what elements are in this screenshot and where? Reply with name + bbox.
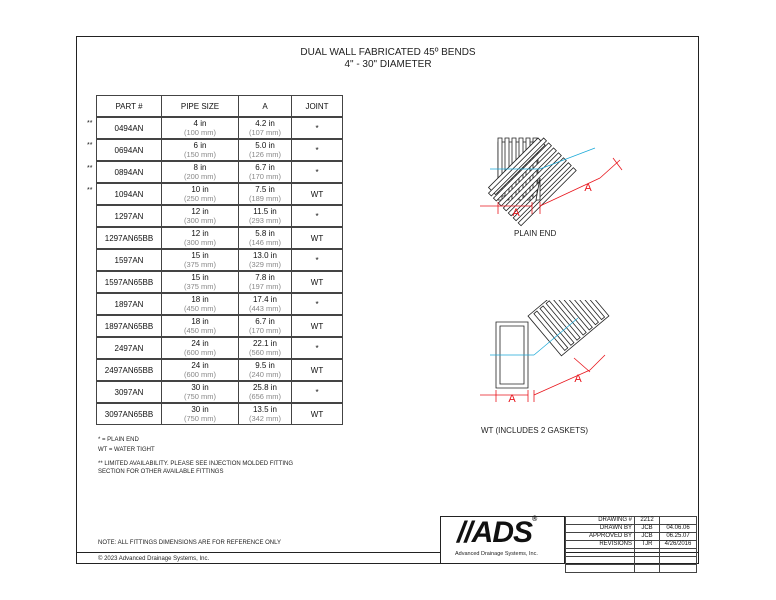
wt-caption: WT (INCLUDES 2 GASKETS) — [481, 426, 588, 435]
header-joint: JOINT — [292, 96, 343, 118]
cell-pipe-size: 12 in (300 mm) — [162, 227, 239, 249]
header-a: A — [239, 96, 292, 118]
cell-joint: WT — [292, 403, 343, 425]
drawing-subtitle: 4" - 30" DIAMETER — [344, 59, 432, 70]
title-block-row — [566, 557, 697, 565]
cell-a: 17.4 in (443 mm) — [239, 293, 292, 315]
cell-a: 5.0 in (126 mm) — [239, 139, 292, 161]
table-row — [97, 183, 343, 205]
cell-joint: WT — [292, 359, 343, 381]
table-row — [97, 227, 343, 249]
cell-pipe-size: 6 in (150 mm) — [162, 139, 239, 161]
cell-joint: * — [292, 161, 343, 183]
table-row — [97, 249, 343, 271]
title-block-row — [566, 565, 697, 573]
cell-joint: WT — [292, 227, 343, 249]
cell-joint: * — [292, 381, 343, 403]
availability-marker: ** — [87, 142, 93, 150]
cell-pipe-size: 30 in (750 mm) — [162, 381, 239, 403]
cell-joint: WT — [292, 271, 343, 293]
table-header-row — [97, 96, 343, 118]
cell-part: 1897AN — [97, 293, 162, 315]
title-block-row — [566, 517, 697, 525]
legend-limited-2: SECTION FOR OTHER AVAILABLE FITTINGS — [98, 469, 224, 475]
legend-water-tight: WT = WATER TIGHT — [98, 447, 155, 453]
table-row — [97, 293, 343, 315]
legend-plain-end: * = PLAIN END — [98, 437, 139, 443]
table-row — [97, 205, 343, 227]
cell-a: 9.5 in (240 mm) — [239, 359, 292, 381]
cell-part: 0694AN — [97, 139, 162, 161]
dimension-label-a-1: A — [512, 207, 520, 219]
dimension-label-a-2: A — [584, 182, 592, 194]
availability-marker: ** — [87, 120, 93, 127]
cell-joint: WT — [292, 183, 343, 205]
cell-a: 13.0 in (329 mm) — [239, 249, 292, 271]
cell-a: 22.1 in (560 mm) — [239, 337, 292, 359]
cell-joint: * — [292, 117, 343, 139]
title-block-row — [566, 533, 697, 541]
availability-marker: ** — [87, 164, 93, 172]
parts-table-body — [97, 117, 343, 425]
cell-part: 1897AN65BB — [97, 315, 162, 337]
title-block-initials: JCB — [635, 533, 660, 541]
cell-a: 6.7 in (170 mm) — [239, 161, 292, 183]
title-block-initials — [635, 549, 660, 557]
table-row — [97, 315, 343, 337]
title-block-initials: TJR — [635, 541, 660, 549]
cell-pipe-size: 24 in (600 mm) — [162, 359, 239, 381]
title-block-label: DRAWN BY — [566, 525, 635, 533]
title-block-row — [566, 549, 697, 557]
cell-pipe-size: 10 in (250 mm) — [162, 183, 239, 205]
table-row — [97, 117, 343, 139]
title-block-label — [566, 549, 635, 557]
title-block-row — [566, 541, 697, 549]
cell-joint: * — [292, 205, 343, 227]
availability-marker: ** — [87, 186, 93, 194]
wt-dimension-label-a-1: A — [508, 393, 516, 405]
title-block-date — [660, 517, 697, 525]
table-row — [97, 139, 343, 161]
title-block — [565, 516, 697, 573]
title-block-date — [660, 565, 697, 573]
cell-a: 6.7 in (170 mm) — [239, 315, 292, 337]
parts-table — [96, 95, 343, 425]
title-block-label: REVISIONS — [566, 541, 635, 549]
cell-pipe-size: 4 in (100 mm) — [162, 117, 239, 139]
cell-part: 3097AN65BB — [97, 403, 162, 425]
title-block-label — [566, 557, 635, 565]
title-block-date — [660, 549, 697, 557]
cell-pipe-size: 15 in (375 mm) — [162, 271, 239, 293]
cell-part: 1297AN — [97, 205, 162, 227]
table-row — [97, 403, 343, 425]
cell-pipe-size: 24 in (600 mm) — [162, 337, 239, 359]
table-row — [97, 381, 343, 403]
title-block-date: 4/26/2016 — [660, 541, 697, 549]
plain-end-caption: PLAIN END — [514, 229, 557, 238]
cell-joint: * — [292, 293, 343, 315]
title-block-initials — [635, 557, 660, 565]
title-block-date — [660, 557, 697, 565]
title-block-date: 06.25.07 — [660, 533, 697, 541]
cell-part: 1297AN65BB — [97, 227, 162, 249]
cell-pipe-size: 18 in (450 mm) — [162, 293, 239, 315]
cell-pipe-size: 15 in (375 mm) — [162, 249, 239, 271]
plain-end-bend-diagram — [470, 118, 640, 228]
cell-joint: * — [292, 249, 343, 271]
cell-a: 7.8 in (197 mm) — [239, 271, 292, 293]
wt-dimension-label-a-2: A — [574, 373, 582, 385]
cell-pipe-size: 30 in (750 mm) — [162, 403, 239, 425]
wt-bend-diagram — [470, 300, 640, 410]
cell-part: 3097AN — [97, 381, 162, 403]
drawing-title: DUAL WALL FABRICATED 45º BENDS — [300, 47, 476, 58]
logo-subtitle: Advanced Drainage Systems, Inc. — [455, 551, 538, 557]
table-row — [97, 337, 343, 359]
header-pipe-size: PIPE SIZE — [162, 96, 239, 118]
cell-a: 11.5 in (293 mm) — [239, 205, 292, 227]
title-block-label — [566, 565, 635, 573]
header-part: PART # — [97, 96, 162, 118]
cell-pipe-size: 18 in (450 mm) — [162, 315, 239, 337]
cell-pipe-size: 8 in (200 mm) — [162, 161, 239, 183]
title-block-label: DRAWING # — [566, 517, 635, 525]
title-block-row — [566, 525, 697, 533]
title-block-initials: 2212 — [635, 517, 660, 525]
title-block-label: APPROVED BY — [566, 533, 635, 541]
legend-limited-1: ** LIMITED AVAILABILITY. PLEASE SEE INJECTION MOLDED FITTING — [98, 461, 294, 467]
title-block-date: 04.06.06 — [660, 525, 697, 533]
table-row — [97, 161, 343, 183]
ads-logo: //ADS® — [457, 516, 537, 549]
cell-part: 1094AN — [97, 183, 162, 205]
cell-part: 2497AN65BB — [97, 359, 162, 381]
cell-a: 13.5 in (342 mm) — [239, 403, 292, 425]
wt-angled-section — [528, 300, 609, 356]
cell-part: 2497AN — [97, 337, 162, 359]
copyright: © 2023 Advanced Drainage Systems, Inc. — [98, 556, 210, 562]
cell-part: 0894AN — [97, 161, 162, 183]
cell-a: 25.8 in (656 mm) — [239, 381, 292, 403]
title-block-initials — [635, 565, 660, 573]
cell-pipe-size: 12 in (300 mm) — [162, 205, 239, 227]
cell-a: 7.5 in (189 mm) — [239, 183, 292, 205]
cell-part: 0494AN — [97, 117, 162, 139]
cell-part: 1597AN — [97, 249, 162, 271]
table-row — [97, 271, 343, 293]
cell-joint: * — [292, 337, 343, 359]
cell-joint: * — [292, 139, 343, 161]
cell-part: 1597AN65BB — [97, 271, 162, 293]
table-row — [97, 359, 343, 381]
title-block-initials: JCB — [635, 525, 660, 533]
cell-a: 5.8 in (146 mm) — [239, 227, 292, 249]
footer-note: NOTE: ALL FITTINGS DIMENSIONS ARE FOR REFERENCE ONLY — [98, 540, 282, 546]
cell-a: 4.2 in (107 mm) — [239, 117, 292, 139]
cell-joint: WT — [292, 315, 343, 337]
